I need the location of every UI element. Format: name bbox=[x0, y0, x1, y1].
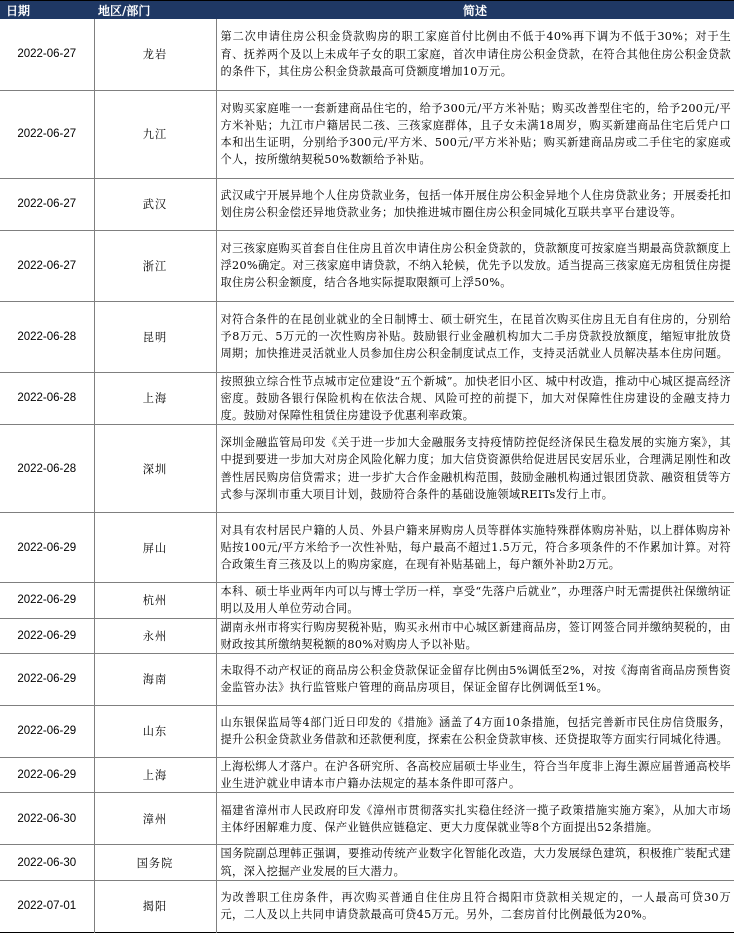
description-cell: 上海松绑人才落户。在沪各研究所、各高校应届硕士毕业生，符合当年度非上海生源应届普通高校毕业生进沪就业申请本市户籍办法规定的基本条件即可落户。 bbox=[216, 757, 734, 792]
region-cell: 海南 bbox=[94, 653, 216, 705]
description-cell: 对符合条件的在昆创业就业的全日制博士、硕士研究生，在昆首次购买住房且无自有住房的，分别给予8万元、5万元的一次性购房补贴。鼓励银行业金融机构加大二手房贷款投放额度，缩短审批放贷周期；加快推进灵活就业人员参加住房公积金制度试点工作，支持灵活就业人员解决基本住房问题。 bbox=[216, 301, 734, 372]
date-cell: 2022-06-29 bbox=[0, 513, 94, 583]
table-row bbox=[0, 230, 734, 301]
table-row bbox=[0, 618, 734, 653]
description-cell: 按照独立综合性节点城市定位建设“五个新城”。加快老旧小区、城中村改造，推动中心城区提高经济密度。鼓励各银行保险机构在依法合规、风险可控的前提下，加大对保障性住房建设的金融支持力度。鼓励对保障性租赁住房建设予优惠利率政策。 bbox=[216, 372, 734, 425]
description-cell: 对具有农村居民户籍的人员、外县户籍来屏购房人员等群体实施特殊群体购房补贴，以上群体购房补贴按100元/平方米给予一次性补贴，每户最高不超过1.5万元，符合多项条件的不作累加计算。对符合政策生育三孩及以上的购房家庭，在现有补贴基础上，每户额外补助2万元。 bbox=[216, 513, 734, 583]
region-cell: 山东 bbox=[94, 705, 216, 757]
table-row bbox=[0, 372, 734, 425]
date-cell: 2022-06-28 bbox=[0, 301, 94, 372]
region-cell: 上海 bbox=[94, 757, 216, 792]
region-cell: 漳州 bbox=[94, 793, 216, 845]
table-row bbox=[0, 178, 734, 230]
table-row bbox=[0, 583, 734, 618]
region-cell: 屏山 bbox=[94, 513, 216, 583]
date-cell: 2022-06-29 bbox=[0, 618, 94, 653]
region-cell: 九江 bbox=[94, 90, 216, 178]
description-cell: 第二次申请住房公积金贷款购房的职工家庭首付比例由不低于40%再下调为不低于30%；对于生育、抚养两个及以上未成年子女的职工家庭，首次申请住房公积金贷款，在符合其他住房公积金贷款的条件下，其住房公积金贷款最高可贷额度增加10万元。 bbox=[216, 19, 734, 90]
description-cell: 武汉咸宁开展异地个人住房贷款业务，包括一体开展住房公积金异地个人住房贷款业务；开展委托扣划住房公积金偿还异地贷款业务；加快推进城市圈住房公积金同城化互联共享平台建设等。 bbox=[216, 178, 734, 230]
description-cell: 福建省漳州市人民政府印发《漳州市贯彻落实扎实稳住经济一揽子政策措施实施方案》，从加大市场主体纾困解难力度、保产业链供应链稳定、更大力度保就业等8个方面提出52条措施。 bbox=[216, 793, 734, 845]
table-row bbox=[0, 19, 734, 90]
description-cell: 对三孩家庭购买首套自住住房且首次申请住房公积金贷款的，贷款额度可按家庭当期最高贷款额度上浮20%确定。对三孩家庭申请贷款，不纳入轮候，优先予以发放。适当提高三孩家庭无房租赁住房提取住房公积金额度，结合各地实际提取限额可上浮50%。 bbox=[216, 230, 734, 301]
table-header bbox=[0, 1, 734, 20]
description-cell: 为改善职工住房条件，再次购买普通自住住房且符合揭阳市贷款相关规定的，一人最高可贷30万元，二人及以上共同申请贷款最高可贷45万元。另外，二套房首付比例最低为20%。 bbox=[216, 880, 734, 932]
region-cell: 深圳 bbox=[94, 425, 216, 513]
description-cell: 国务院副总理韩正强调，要推动传统产业数字化智能化改造，大力发展绿色建筑，积极推广装配式建筑，深入挖掘产业发展的巨大潜力。 bbox=[216, 845, 734, 880]
table-row bbox=[0, 845, 734, 880]
table-row bbox=[0, 793, 734, 845]
description-cell: 未取得不动产权证的商品房公积金贷款保证金留存比例由5%调低至2%，对按《海南省商品房预售资金监管办法》执行监管账户管理的商品房项目，保证金留存比例调低至1%。 bbox=[216, 653, 734, 705]
table-row bbox=[0, 513, 734, 583]
table-row bbox=[0, 90, 734, 178]
date-cell: 2022-06-27 bbox=[17, 48, 77, 61]
header-row bbox=[0, 1, 734, 20]
region-column-header: 地区/部门 bbox=[94, 1, 216, 20]
date-cell: 2022-06-29 bbox=[0, 583, 94, 618]
date-cell: 2022-06-30 bbox=[0, 845, 94, 880]
date-cell: 2022-06-27 bbox=[0, 178, 94, 230]
table-row bbox=[0, 757, 734, 792]
table-row bbox=[0, 653, 734, 705]
date-cell: 2022-06-27 bbox=[0, 90, 94, 178]
date-cell: 2022-07-01 bbox=[0, 880, 94, 932]
table-row bbox=[0, 301, 734, 372]
date-column-header: 日期 bbox=[0, 1, 94, 20]
date-cell: 2022-06-28 bbox=[0, 425, 94, 513]
date-cell: 2022-06-27 bbox=[0, 230, 94, 301]
region-cell: 永州 bbox=[94, 618, 216, 653]
region-cell: 国务院 bbox=[94, 845, 216, 880]
region-cell: 浙江 bbox=[94, 230, 216, 301]
description-cell: 本科、硕士毕业两年内可以与博士学历一样，享受“先落户后就业”，办理落户时无需提供社保缴纳证明以及用人单位劳动合同。 bbox=[216, 583, 734, 618]
description-cell: 湖南永州市将实行购房契税补贴，购买永州市中心城区新建商品房，签订网签合同并缴纳契税的，由财政按其所缴纳契税额的80%对购房人予以补贴。 bbox=[216, 618, 734, 653]
table-row bbox=[0, 705, 734, 757]
region-cell: 龙岩 bbox=[94, 19, 216, 90]
description-cell: 山东银保监局等4部门近日印发的《措施》涵盖了4方面10条措施，包括完善新市民住房信贷服务，提升公积金贷款业务借款和还款便利度，探索在公积金贷款审核、还贷提取等方面实行同城化待遇。 bbox=[216, 705, 734, 757]
date-cell: 2022-06-29 bbox=[0, 757, 94, 792]
date-cell: 2022-06-29 bbox=[0, 653, 94, 705]
region-cell: 武汉 bbox=[94, 178, 216, 230]
description-column-header: 简述 bbox=[216, 1, 734, 20]
date-cell: 2022-06-29 bbox=[0, 705, 94, 757]
description-cell: 对购买家庭唯一一套新建商品住宅的，给予300元/平方米补贴；购买改善型住宅的，给予200元/平方米补贴；九江市户籍居民二孩、三孩家庭群体，且子女未满18周岁，购买新建商品住宅后凭户口本和出生证明，分别给予300元/平方米、500元/平方米补贴；购买新建商品房或二手住宅的家庭或个人，按所缴纳契税50%数额给予补贴。 bbox=[216, 90, 734, 178]
table-row bbox=[0, 425, 734, 513]
description-cell: 深圳金融监管局印发《关于进一步加大金融服务支持疫情防控促经济保民生稳发展的实施方案》，其中提到要进一步加大对房企风险化解力度；加大信贷资源供给促进居民安居乐业，合理满足刚性和改善性居民购房信贷需求；进一步扩大合作金融机构范围，鼓励金融机构通过银团贷款、融资租赁等方式参与深圳市重大项目计划，鼓励符合条件的基础设施领域REITs发行上市。 bbox=[216, 425, 734, 513]
date-cell: 2022-06-28 bbox=[0, 372, 94, 425]
table-body bbox=[0, 19, 734, 932]
date-cell: 2022-06-30 bbox=[0, 793, 94, 845]
region-cell: 揭阳 bbox=[94, 880, 216, 932]
region-cell: 杭州 bbox=[94, 583, 216, 618]
table-row bbox=[0, 880, 734, 932]
region-cell: 昆明 bbox=[94, 301, 216, 372]
region-cell: 上海 bbox=[94, 372, 216, 425]
